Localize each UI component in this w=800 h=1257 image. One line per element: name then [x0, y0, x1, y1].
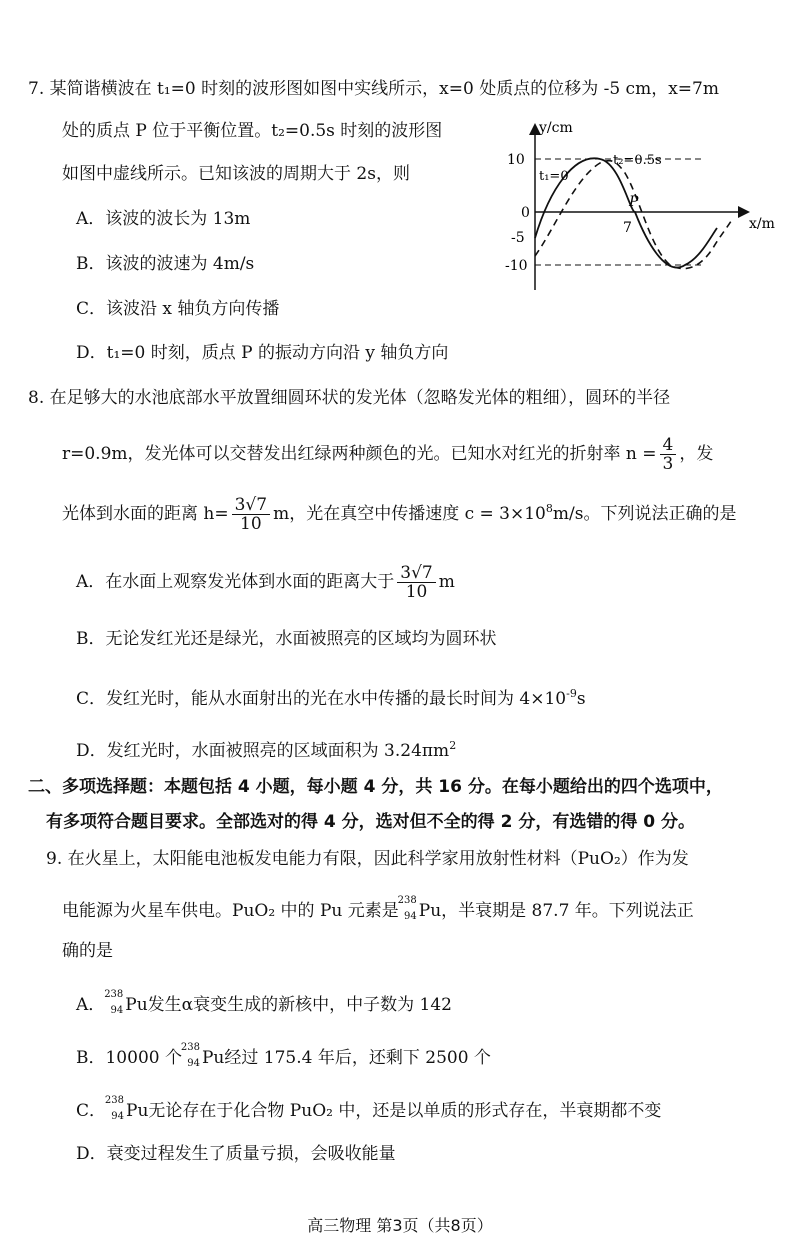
q8-option-b: B．无论发红光还是绿光，水面被照亮的区域均为圆环状	[76, 629, 497, 649]
tick-minus5: -5	[511, 230, 525, 246]
q8-stem-line1: 8. 在足够大的水池底部水平放置细圆环状的发光体（忽略发光体的粗细），圆环的半径	[28, 388, 671, 408]
tick-0: 0	[521, 205, 530, 221]
x-axis-label: x/m	[749, 216, 775, 232]
section2-line1: 二、多项选择题：本题包括 4 小题，每小题 4 分，共 16 分。在每小题给出的四个选项中，	[28, 777, 723, 797]
q7-stem-line3: 如图中虚线所示。已知该波的周期大于 2s，则	[62, 164, 410, 184]
q7-stem-line2: 处的质点 P 位于平衡位置。t₂=0.5s 时刻的波形图	[62, 121, 443, 141]
q9-option-c: C． 238 94 Pu无论存在于化合物 PuO₂ 中，还是以单质的形式存在，半衰期都不变	[76, 1095, 662, 1122]
point-p-label: P	[629, 194, 639, 210]
q8-stem-line3: 光体到水面的距离 h= $\frac{3√7}{10}$ m，光在真空中传播速度 $c = 3\times 10^8m/s$。下列说法正确的是	[62, 495, 737, 534]
q8-stem-line2: r=0.9m，发光体可以交替发出红绿两种颜色的光。已知水对红光的折射率 n = $\frac{4}{3}$ ，发	[62, 435, 714, 474]
t1-label: t₁=0	[539, 169, 569, 184]
wave-graph	[495, 118, 785, 303]
section2-line2: 有多项符合题目要求。全部选对的得 4 分，选对但不全的得 2 分，有选错的得 0 分。	[46, 812, 695, 832]
q9-option-d: D．衰变过程发生了质量亏损，会吸收能量	[76, 1144, 396, 1164]
q9-stem-line3: 确的是	[62, 941, 113, 961]
t2-label: t₂=0.5s	[613, 153, 662, 168]
q7-stem-line1: 7. 某简谐横波在 t₁=0 时刻的波形图如图中实线所示，x=0 处质点的位移为 -5 cm，x=7m	[28, 79, 719, 99]
q9-stem-line2: 电能源为火星车供电。PuO₂ 中的 Pu 元素是 238 94 Pu，半衰期是 87.7 年。下列说法正	[62, 895, 694, 922]
tick-7: 7	[623, 220, 632, 236]
q9-option-a: A． 238 94 Pu发生α衰变生成的新核中，中子数为 142	[76, 989, 453, 1016]
q8-option-c: C．发红光时，能从水面射出的光在水中传播的最长时间为 $4\times 10^{-9}s$	[76, 687, 586, 709]
q9-stem-line1: 9. 在火星上，太阳能电池板发电能力有限，因此科学家用放射性材料（PuO₂）作为发	[46, 849, 689, 869]
y-axis-label: y/cm	[539, 120, 573, 136]
q8-option-d: D．发红光时，水面被照亮的区域面积为 $3.24\pi m^2$	[76, 739, 457, 761]
q7-option-d: D．t₁=0 时刻，质点 P 的振动方向沿 y 轴负方向	[76, 343, 449, 363]
page-footer: 高三物理 第3页（共8页）	[307, 1216, 493, 1235]
tick-10: 10	[507, 152, 525, 168]
isotope-pu238: 238 94	[397, 895, 417, 922]
q7-option-b: B．该波的波速为 4m/s	[76, 254, 255, 274]
q7-option-c: C．该波沿 x 轴负方向传播	[76, 299, 280, 319]
tick-minus10: -10	[505, 258, 528, 274]
q8-option-a: A．在水面上观察发光体到水面的距离大于 $\frac{3√7}{10}$ m	[76, 563, 455, 602]
q7-option-a: A．该波的波长为 13m	[76, 209, 251, 229]
q9-option-b: B．10000 个 238 94 Pu经过 175.4 年后，还剩下 2500 个	[76, 1042, 491, 1069]
